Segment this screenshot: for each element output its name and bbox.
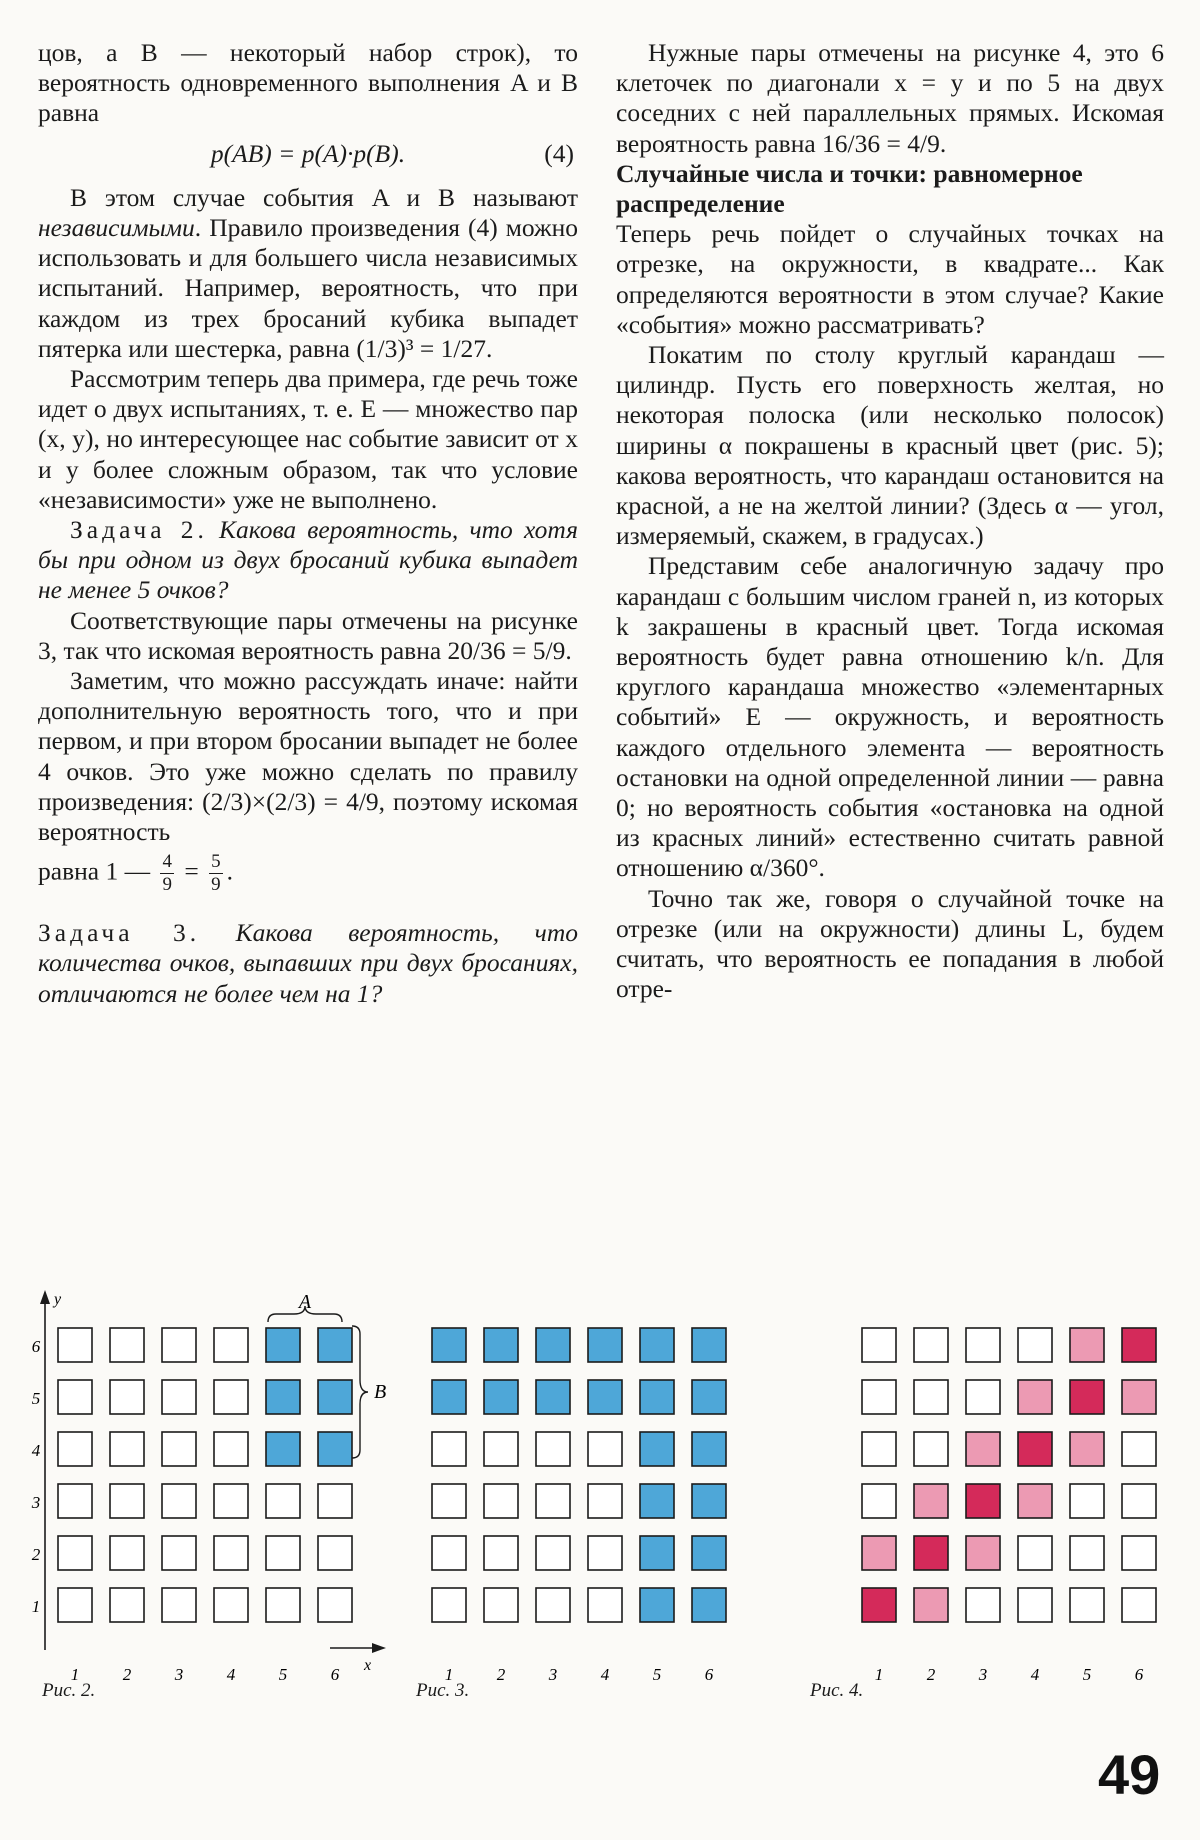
figure-3-grid — [420, 1290, 750, 1690]
figure-2-caption: Рис. 2. — [42, 1680, 96, 1701]
paragraph: Представим себе аналогичную задачу про карандаш с большим числом граней n, из которых k закрашены в красный цвет. Тогда искомая вероятность будет равна отношению k/n. Для круглого карандаша множество «элементарных событий» E — окружность, и вероятность каждого отдельного элемента — вероятность остановки на одной определенной линии — равна 0; но вероятность события «остановка на одной из красных линий» естественно считать равной отношению α/360°. — [616, 551, 1164, 883]
paragraph: Заметим, что можно рассуждать иначе: найти дополнительную вероятность того, что и при первом, и при втором бросании выпадет не более 4 очков. Это уже можно сделать по правилу произведения: (2/3)×(2/3) = 4/9, поэтому искомая вероятность — [38, 666, 578, 847]
x-tick-label: 6 — [704, 1665, 714, 1684]
cell-filled — [640, 1588, 674, 1622]
cell-empty — [966, 1380, 1000, 1414]
cell-empty — [266, 1536, 300, 1570]
cell-filled — [266, 1328, 300, 1362]
cell-empty — [110, 1484, 144, 1518]
task-2 — [38, 515, 578, 606]
cell-filled — [318, 1432, 352, 1466]
cell-empty — [318, 1536, 352, 1570]
cell-empty — [1122, 1484, 1156, 1518]
brace-A — [268, 1306, 342, 1322]
page-number: 49 — [1098, 1743, 1161, 1806]
cell-filled — [966, 1536, 1000, 1570]
cell-filled — [640, 1328, 674, 1362]
cell-filled — [1018, 1380, 1052, 1414]
cell-filled — [318, 1328, 352, 1362]
cell-filled — [536, 1328, 570, 1362]
cell-empty — [162, 1328, 196, 1362]
y-tick-label: 6 — [31, 1337, 41, 1356]
y-tick-label: 4 — [31, 1441, 41, 1460]
x-tick-label: 1 — [444, 1665, 454, 1684]
fraction-5-9: $\frac{5}{9}$ — [211, 851, 221, 896]
cell-empty — [862, 1380, 896, 1414]
cell-empty — [214, 1588, 248, 1622]
label-B: B — [374, 1381, 387, 1403]
cell-filled — [640, 1536, 674, 1570]
task-3-heading: Задача 3. — [38, 918, 201, 948]
cell-empty — [1122, 1536, 1156, 1570]
cell-empty — [58, 1380, 92, 1414]
cell-empty — [862, 1432, 896, 1466]
cell-empty — [1018, 1328, 1052, 1362]
x-tick-label: 2 — [926, 1665, 936, 1684]
paragraph: Нужные пары отмечены на рисунке 4, это 6 клеточек по диагонали x = y и по 5 на двух соседних с ней параллельных прямых. Искомая вероятность равна 16/36 = 4/9. — [616, 38, 1164, 158]
cell-empty — [266, 1484, 300, 1518]
figure-4-caption: Рис. 4. — [810, 1680, 864, 1701]
cell-filled — [1070, 1432, 1104, 1466]
cell-filled — [914, 1536, 948, 1570]
x-tick-label: 5 — [652, 1665, 662, 1684]
cell-filled — [432, 1380, 466, 1414]
term-independent: независимыми — [38, 213, 195, 243]
x-tick-label: 6 — [1134, 1665, 1144, 1684]
cell-filled — [692, 1588, 726, 1622]
cell-empty — [214, 1536, 248, 1570]
cell-empty — [966, 1328, 1000, 1362]
x-tick-label: 1 — [70, 1665, 80, 1684]
y-tick-label: 1 — [31, 1597, 41, 1616]
cell-filled — [862, 1536, 896, 1570]
figure-3-caption: Рис. 3. — [416, 1680, 470, 1701]
x-tick-label: 3 — [548, 1665, 558, 1684]
cell-empty — [162, 1432, 196, 1466]
cell-filled — [484, 1328, 518, 1362]
cell-empty — [432, 1536, 466, 1570]
x-tick-label: 3 — [174, 1665, 184, 1684]
cell-empty — [862, 1484, 896, 1518]
cell-filled — [966, 1432, 1000, 1466]
cell-filled — [692, 1380, 726, 1414]
x-axis-label: x — [364, 1657, 372, 1674]
cell-filled — [588, 1380, 622, 1414]
brace-B — [352, 1326, 368, 1458]
formula-4 — [38, 139, 578, 169]
cell-filled — [1070, 1380, 1104, 1414]
cell-empty — [58, 1432, 92, 1466]
paragraph: цов, а B — некоторый набор строк), то вероятность одновременного выполнения A и B равна — [38, 38, 578, 128]
cell-filled — [692, 1536, 726, 1570]
cell-filled — [1018, 1432, 1052, 1466]
y-axis-label: y — [54, 1291, 62, 1308]
cell-filled — [966, 1484, 1000, 1518]
cell-empty — [214, 1484, 248, 1518]
cell-empty — [110, 1328, 144, 1362]
cell-filled — [1018, 1484, 1052, 1518]
cell-empty — [162, 1380, 196, 1414]
x-tick-label: 4 — [226, 1665, 236, 1684]
cell-empty — [536, 1588, 570, 1622]
task-3-text: Какова вероятность, что количества очков, выпавших при двух бросаниях, отличаются не более чем на 1? — [38, 918, 578, 1008]
cell-filled — [1070, 1328, 1104, 1362]
cell-empty — [214, 1328, 248, 1362]
task-2-heading: Задача 2. — [70, 515, 208, 545]
cell-empty — [1122, 1432, 1156, 1466]
cell-filled — [692, 1484, 726, 1518]
cell-empty — [1018, 1536, 1052, 1570]
cell-empty — [588, 1484, 622, 1518]
cell-filled — [266, 1380, 300, 1414]
section-title: Случайные числа и точки: равномерное распределение — [616, 158, 1083, 219]
cell-empty — [588, 1536, 622, 1570]
cell-empty — [1070, 1588, 1104, 1622]
x-tick-label: 4 — [1030, 1665, 1040, 1684]
cell-empty — [162, 1536, 196, 1570]
cell-filled — [914, 1588, 948, 1622]
cell-empty — [214, 1432, 248, 1466]
cell-filled — [640, 1380, 674, 1414]
y-axis-arrow — [40, 1290, 50, 1304]
right-column — [616, 38, 1164, 1005]
fraction-4-9: $\frac{4}{9}$ — [162, 851, 172, 896]
cell-empty — [1122, 1588, 1156, 1622]
x-tick-label: 1 — [874, 1665, 884, 1684]
x-tick-label: 2 — [496, 1665, 506, 1684]
cell-empty — [536, 1432, 570, 1466]
cell-empty — [1070, 1536, 1104, 1570]
cell-empty — [110, 1432, 144, 1466]
cell-filled — [318, 1380, 352, 1414]
task-2-text: Какова вероятность, что хотя бы при одном из двух бросаний кубика выпадет не менее 5 очков? — [38, 515, 578, 605]
cell-empty — [214, 1380, 248, 1414]
paragraph: Точно так же, говоря о случайной точке на отрезке (или на окружности) длины L, будем считать, что вероятность ее попадания в любой отре- — [616, 883, 1164, 1004]
cell-empty — [484, 1588, 518, 1622]
cell-empty — [318, 1588, 352, 1622]
cell-filled — [1122, 1328, 1156, 1362]
cell-empty — [58, 1328, 92, 1362]
y-tick-label: 5 — [31, 1389, 41, 1408]
cell-empty — [432, 1588, 466, 1622]
figure-2-grid — [30, 1290, 400, 1690]
y-tick-label: 3 — [31, 1493, 41, 1512]
x-tick-label: 4 — [600, 1665, 610, 1684]
cell-empty — [484, 1432, 518, 1466]
cell-empty — [484, 1536, 518, 1570]
formula-number: (4) — [544, 138, 574, 168]
cell-empty — [266, 1588, 300, 1622]
cell-empty — [1018, 1588, 1052, 1622]
cell-filled — [536, 1380, 570, 1414]
x-axis-arrow — [372, 1643, 386, 1653]
x-tick-label: 5 — [278, 1665, 288, 1684]
cell-filled — [432, 1328, 466, 1362]
paragraph: Рассмотрим теперь два примера, где речь тоже идет о двух испытаниях, т. е. E — множество пар (x, y), но интересующее нас событие зависит от x и y более сложным образом, так что условие «независимости» уже не выполнено. — [38, 364, 578, 514]
cell-empty — [862, 1328, 896, 1362]
x-tick-label: 5 — [1082, 1665, 1092, 1684]
cell-filled — [266, 1432, 300, 1466]
cell-empty — [536, 1536, 570, 1570]
cell-filled — [640, 1484, 674, 1518]
cell-empty — [966, 1588, 1000, 1622]
cell-filled — [692, 1432, 726, 1466]
cell-empty — [110, 1380, 144, 1414]
x-tick-label: 2 — [122, 1665, 132, 1684]
paragraph: В этом случае события A и B называют независимыми. Правило произведения (4) можно использовать и для большего числа независимых испытаний. Например, вероятность, что при каждом из трех бросаний кубика выпадет пятерка или шестерка, равна (1/3)³ = 1/27. — [38, 182, 578, 363]
cell-empty — [536, 1484, 570, 1518]
figure-4-grid — [850, 1290, 1180, 1690]
cell-empty — [110, 1536, 144, 1570]
cell-filled — [484, 1380, 518, 1414]
cell-empty — [318, 1484, 352, 1518]
cell-empty — [914, 1328, 948, 1362]
x-tick-label: 6 — [330, 1665, 340, 1684]
left-column — [38, 38, 578, 1009]
cell-empty — [914, 1432, 948, 1466]
paragraph: Покатим по столу круглый карандаш — цилиндр. Пусть его поверхность желтая, но некоторая полоска (или несколько полосок) ширины α покрашены в красный цвет (рис. 5); какова вероятность, что карандаш остановится на красной, а не на желтой линии? (Здесь α — угол, измеряемый, скажем, в градусах.) — [616, 340, 1164, 551]
cell-filled — [692, 1328, 726, 1362]
cell-empty — [162, 1588, 196, 1622]
cell-empty — [58, 1588, 92, 1622]
cell-empty — [432, 1484, 466, 1518]
paragraph-fractions: равна 1 — $\frac{4}{9}$ = $\frac{5}{9}$ . — [38, 851, 233, 896]
cell-empty — [432, 1432, 466, 1466]
paragraph: Теперь речь пойдет о случайных точках на отрезке, на окружности, в квадрате... Как определяются вероятности в этом случае? Какие «события» можно рассматривать? — [616, 219, 1164, 339]
paragraph: Соответствующие пары отмечены на рисунке 3, так что искомая вероятность равна 20/36 = 5/9. — [38, 605, 578, 665]
cell-empty — [588, 1432, 622, 1466]
cell-empty — [58, 1536, 92, 1570]
cell-filled — [640, 1432, 674, 1466]
cell-empty — [162, 1484, 196, 1518]
cell-empty — [914, 1380, 948, 1414]
cell-empty — [58, 1484, 92, 1518]
cell-filled — [588, 1328, 622, 1362]
task-3 — [38, 918, 578, 1009]
cell-empty — [110, 1588, 144, 1622]
cell-filled — [1122, 1380, 1156, 1414]
cell-empty — [1070, 1484, 1104, 1518]
y-tick-label: 2 — [31, 1545, 41, 1564]
cell-filled — [914, 1484, 948, 1518]
formula-text: p(AB) = p(A)·p(B). — [210, 138, 406, 168]
label-A: A — [298, 1291, 312, 1313]
cell-filled — [862, 1588, 896, 1622]
x-tick-label: 3 — [978, 1665, 988, 1684]
cell-empty — [588, 1588, 622, 1622]
cell-empty — [484, 1484, 518, 1518]
